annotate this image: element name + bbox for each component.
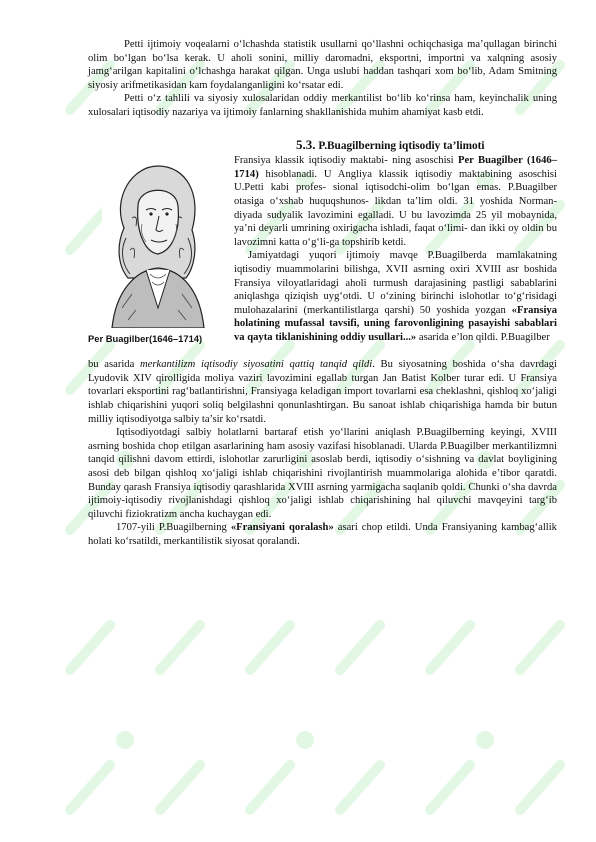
p4-text-2: . Bu siyosatning boshida o‘sha davrdagi Lyudovik XIV qirolligida moliya vaziri lavozimini egallab turgan Jan Batist Kolber turar edi. U Fransiya tovarlari eksportini rag‘batlantirishni, Fransiyaga keladigan import tovarlarni esa cheklashni, qishloq xo‘jaligi ishlab chiqarishini yuqori soliq belgilashni qonunlashtirgan. Bu sanoat ishlab chiqarishiga hamda bir butun milliy iqtisodiyotga salbiy ta’sir ko‘rsatdi. xyxy=(88,359,557,425)
bio-name-bold: Per Buagilber (1646–1714) xyxy=(234,155,557,180)
paragraph-4 xyxy=(88,358,557,426)
paragraph-1: Petti ijtimoiy voqealarni o‘lchashda statistik usullarni qo‘llashni ochiqchasiga ma’qullagan birinchi olim bo‘lgan bo‘lsa kerak. U aholi sonini, milliy daromadni, eksportni, importni va xalqning asosiy jamg‘arilgan kapitalini o‘lchashga harakat qilgan. Unga uslubi haddan tashqari xom bo‘lib, Adam Smitning siyosiy arifmetikasidan kam foydalanganligini ko‘rsatar edi. xyxy=(88,39,557,91)
p3-text-1: Jamiyatdagi yuqori ijtimoiy mavqe P.Buagilberda mamlakatning iqtisodiy muammolarini bilishga, XVII asrning oxiri XVIII asr boshida Fransiya viloyatlaridagi aholi turmush darajasining pastligi sabablarini aniqlashga qiziqish uyg‘otdi. U o‘zining birinchi islohotlar to‘g‘risidagi mulohazalarini (merkantilistlarga qarshi) 50 yoshida yozgan xyxy=(234,250,557,316)
p4-italic: merkantilizm iqtisodiy siyosatini qattiq tanqid qildi xyxy=(140,359,373,371)
p6-bold-title: «Fransiyani qoralash» xyxy=(230,522,334,534)
section-number: 5.3. xyxy=(296,136,316,152)
portrait-figure xyxy=(88,154,228,358)
bio-text-2: hisoblanadi. U Angliya klassik iqtisodiy maktabining asoschisi U.Petti kabi profes- sional iqtisodchi-olim bo‘lgan emas. P.Buagilber otasiga o‘xshab huquqshunos- likdan ta’lim oldi. 31 yoshida Norman- diyada sudyalik lavozimini egalladi. U bu lavozimda 25 yil mobaynida, ya’ni deyarli umrining oxirigacha ishladi, faqat o‘limi- dan ikki oy oldin bu lavozimni katta o‘g‘li-ga topshirib ketdi. xyxy=(234,168,557,248)
paragraph-5: Iqtisodiyotdagi salbiy holatlarni bartaraf etish yo‘llarini aniqlash P.Buagilberning keyingi, XVIII asrning boshida chop etilgan asarlarining ham asosiy vazifasi hisoblanadi. Ularda P.Buagilber merkantilizmni tanqid qilishni davom ettirdi, islohotlar zarurligini asoslab berdi, iqtisodiy o‘sishning va davlat boyligining asosi deb bilgan qishloq xo‘jaligi ishlab chiqarishini rivojlantirish muammolariga alohida e’tibor qaratdi. Bunday qarash Fransiya iqtisodiy qarashlarida XVIII asrning yarmigacha saqlanib qoldi. Chunki o‘sha davrda ijtimoiy-iqtisodiy rivojlanishdagi qishloq xo‘jaligi ishlab chiqarishining hal qiluvchi mavqeyini targ‘ib qiluvchi fiziokratizm ancha kuchaygan edi. xyxy=(88,427,557,520)
portrait-image xyxy=(102,158,212,328)
p6-text-2: asari chop etildi. Unda Fransiyaning kambag‘allik holati ko‘rsatildi, merkantilistik siyosat qoralandi. xyxy=(88,522,557,547)
p3-bold-title: «Fransiya holatining mufassal tavsifi, uning farovonligining pasayishi sabablari va qayta tiklanishining oddiy usullari...» xyxy=(234,304,557,343)
portrait-section xyxy=(88,154,557,344)
p6-text-1: 1707-yili P.Buagilberning xyxy=(116,522,231,534)
paragraph-6 xyxy=(88,521,557,548)
p4-text-1: bu asarida xyxy=(88,359,141,371)
bio-text-1: Fransiya klassik iqtisodiy maktabi- ning asoschisi xyxy=(234,155,458,167)
section-title: P.Buagilberning iqtisodiy ta’limoti xyxy=(318,139,485,152)
p3-text-2: asarida e’lon qildi. P.Buagilber xyxy=(416,331,550,343)
portrait-caption: Per Buagilber(1646–1714) xyxy=(88,333,203,345)
document-page xyxy=(88,38,557,548)
paragraph-2: Petti o‘z tahlili va siyosiy xulosalaridan oddiy merkantilist bo‘lib ko‘rinsa ham, keyinchalik uning xulosalari iqtisodiy nazariya va ijtimoiy fanlarning shakllanishida muhim ahamiyat kasb etdi. xyxy=(88,93,557,118)
section-heading xyxy=(88,138,557,154)
